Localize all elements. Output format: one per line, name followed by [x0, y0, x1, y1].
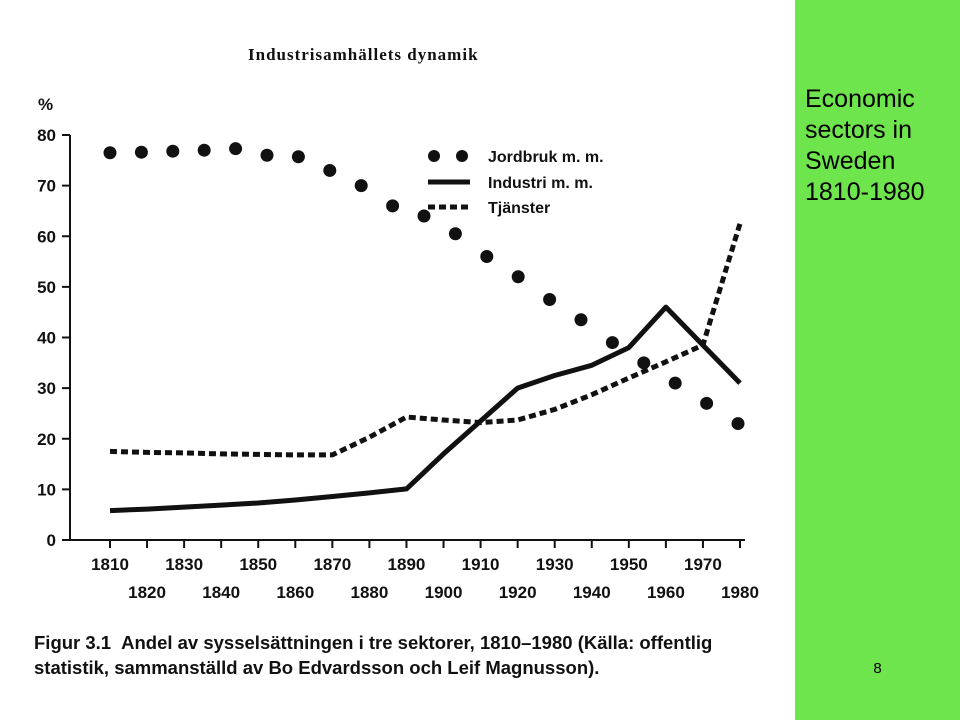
x-tick-label: 1910 — [461, 555, 500, 574]
jordbruk-point — [575, 313, 588, 326]
x-tick-label: 1880 — [350, 583, 389, 602]
x-tick-label: 1820 — [128, 583, 166, 602]
page-number: 8 — [873, 660, 882, 677]
jordbruk-point — [198, 144, 211, 157]
slide-title: Economic sectors in Sweden 1810-1980 — [805, 85, 925, 206]
side-panel — [795, 0, 960, 720]
x-tick-label: 1850 — [239, 555, 278, 574]
y-tick-label: 0 — [46, 531, 56, 550]
legend-label-tjanster: Tjänster — [488, 200, 551, 217]
jordbruk-point — [512, 270, 525, 283]
y-tick-label: 50 — [37, 277, 56, 297]
y-tick-label: 20 — [37, 429, 56, 449]
tjanster-line — [110, 224, 740, 455]
x-ticks — [91, 540, 759, 602]
jordbruk-point — [418, 210, 431, 223]
x-tick-label: 1970 — [684, 555, 722, 574]
jordbruk-point — [732, 417, 745, 430]
legend-label-jordbruk: Jordbruk m. m. — [488, 149, 604, 166]
jordbruk-point — [355, 179, 368, 192]
jordbruk-point — [449, 227, 462, 240]
x-tick-label: 1830 — [165, 555, 204, 574]
chart-title: Industrisamhällets dynamik — [248, 45, 479, 64]
jordbruk-point — [606, 336, 619, 349]
jordbruk-point — [323, 164, 336, 177]
legend-dot-2 — [456, 150, 468, 162]
jordbruk-point — [135, 146, 148, 159]
y-tick-label: 70 — [37, 176, 56, 196]
jordbruk-point — [229, 142, 242, 155]
jordbruk-point — [700, 397, 713, 410]
jordbruk-point — [480, 250, 493, 263]
legend-dot-1 — [428, 150, 440, 162]
y-axis-label: % — [38, 95, 54, 114]
y-tick-label: 60 — [37, 227, 56, 247]
figure-caption-text: Andel av sysselsättningen i tre sektorer, 1810–1980 (Källa: offentlig statistik, sammanställd av Bo Edvardsson och Leif Magnusson). — [34, 632, 713, 678]
x-tick-label: 1840 — [202, 583, 241, 602]
jordbruk-point — [386, 199, 399, 212]
y-tick-label: 80 — [37, 126, 56, 145]
legend — [428, 149, 604, 217]
series-layer — [104, 142, 745, 510]
x-tick-label: 1940 — [572, 583, 611, 602]
x-tick-label: 1950 — [609, 555, 648, 574]
jordbruk-point — [669, 377, 682, 390]
legend-item-jordbruk — [428, 149, 604, 166]
jordbruk-point — [261, 149, 274, 162]
x-tick-label: 1870 — [313, 555, 352, 574]
x-tick-label: 1980 — [721, 583, 759, 602]
jordbruk-point — [543, 293, 556, 306]
x-tick-label: 1890 — [387, 555, 426, 574]
x-tick-label: 1900 — [424, 583, 463, 602]
legend-label-industri: Industri m. m. — [488, 175, 593, 192]
x-tick-label: 1920 — [498, 583, 537, 602]
y-tick-label: 30 — [37, 379, 56, 399]
y-tick-label: 40 — [37, 328, 56, 348]
industri-line — [110, 307, 740, 511]
x-tick-label: 1960 — [646, 583, 685, 602]
y-ticks — [37, 126, 70, 550]
legend-item-industri — [428, 175, 593, 192]
figure-label: Figur 3.1 — [34, 632, 112, 653]
x-tick-label: 1860 — [276, 583, 315, 602]
jordbruk-point — [637, 356, 650, 369]
jordbruk-point — [166, 145, 179, 158]
legend-item-tjanster — [428, 200, 550, 217]
x-tick-label: 1810 — [91, 555, 129, 574]
x-tick-label: 1930 — [535, 555, 574, 574]
y-tick-label: 10 — [37, 480, 56, 500]
jordbruk-point — [292, 150, 305, 163]
jordbruk-point — [104, 146, 117, 159]
figure-caption — [34, 630, 774, 680]
